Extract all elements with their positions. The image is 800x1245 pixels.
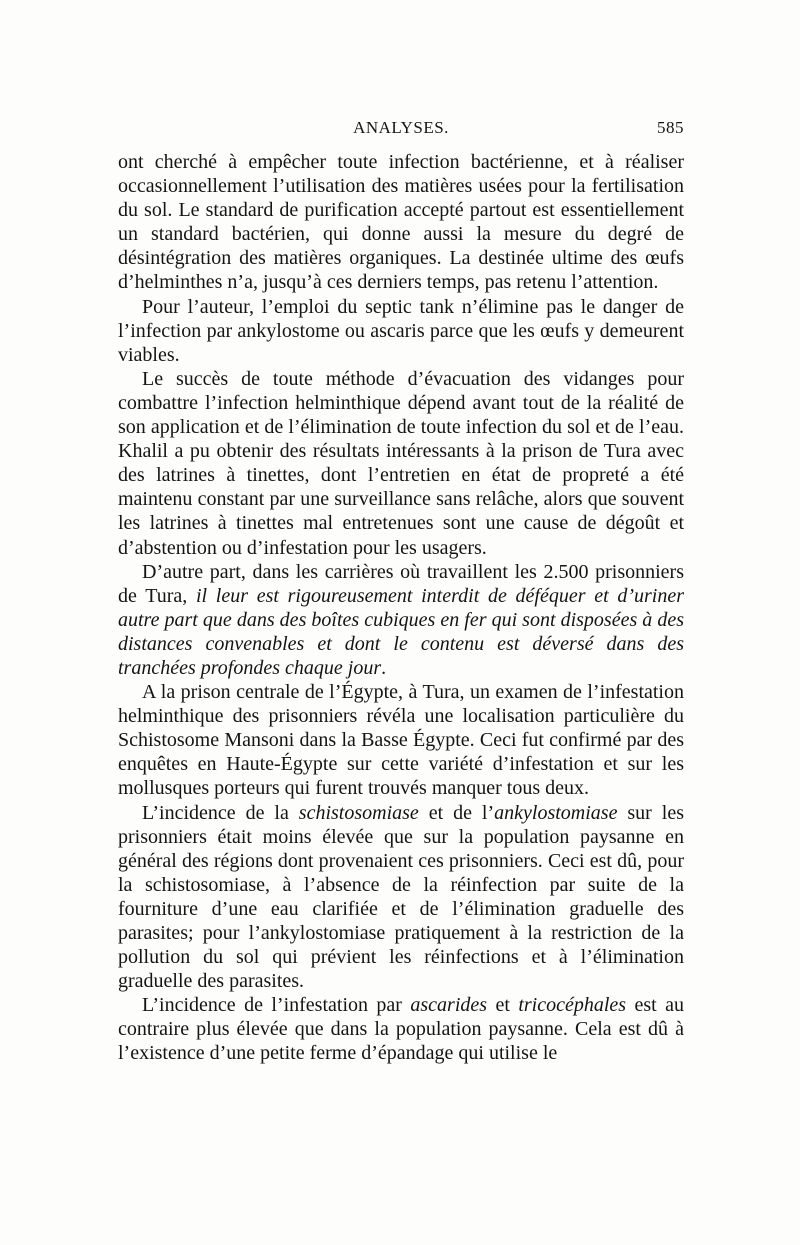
paragraph-6 <box>118 801 684 994</box>
paragraph-6-italic-schistosomiase: schistosomiase <box>298 801 419 824</box>
paragraph-4 <box>118 560 684 680</box>
paragraph-3-text: Le succès de toute méthode d’évacuation des vidanges pour combattre l’infection helminthique dépend avant tout de la réalité de son application et de l’élimination de toute infection du sol et de l’eau. Khalil a pu obtenir des résultats intéressants à la prison de Tura avec des latrines à tinettes, dont l’entretien en état de propreté a été maintenu constant par une surveillance sans relâche, alors que souvent les latrines à tinettes mal entretenues sont une cause de dégoût et d’abstention ou d’infestation pour les usagers. <box>118 367 684 559</box>
paragraph-2 <box>118 295 684 367</box>
paragraph-6-text-before: L’incidence de la <box>142 801 299 824</box>
paragraph-4-text-after: . <box>381 656 387 679</box>
paragraph-7-text-before: L’incidence de l’infestation par <box>142 994 411 1017</box>
paragraph-4-italic: il leur est rigoureusement interdit de déféquer et d’uriner autre part que dans des boîtes cubiques en fer qui sont disposées à des distances convenables et dont le contenu est déversé dans des tranchées profondes chaque jour <box>118 584 684 679</box>
paragraph-7-italic-ascarides: ascarides <box>410 994 488 1017</box>
paragraph-3 <box>118 367 684 560</box>
page-header <box>118 118 684 142</box>
running-head: ANALYSES. <box>353 118 449 137</box>
paragraph-6-text-after: sur les prisonniers était moins élevée que sur la population paysanne en général des régions dont provenaient ces prisonniers. Ceci est dû, pour la schistosomiase, à l’absence de la réinfection par suite de la fourniture d’une eau clarifiée et de l’élimination graduelle des parasites; pour l’ankylostomiase pratiquement à la restriction de la pollution du sol qui prévient les réinfections et à l’élimination graduelle des parasites. <box>118 801 684 993</box>
paragraph-7-text-mid: et <box>487 994 519 1017</box>
paragraph-5 <box>118 680 684 800</box>
page-number: 585 <box>657 118 684 137</box>
paragraph-7-text-after: est au contraire plus élevée que dans la population paysanne. Cela est dû à l’existence d’une petite ferme d’épandage qui utilise le <box>118 994 685 1065</box>
paragraph-4-text-before: D’autre part, dans les carrières où travaillent les 2.500 prisonniers de Tura, <box>118 560 684 607</box>
paragraph-1 <box>118 150 684 295</box>
paragraph-6-text-mid: et de l’ <box>418 801 495 824</box>
paragraph-1-text: ont cherché à empêcher toute infection bactérienne, et à réaliser occasionnellement l’utilisation des matières usées pour la fertilisation du sol. Le standard de purification accepté partout est essentiellement un standard bactérien, qui donne aussi la mesure du degré de désintégration des matières organiques. La destinée ultime des œufs d’helminthes n’a, jusqu’à ces derniers temps, pas retenu l’attention. <box>118 151 684 294</box>
paragraph-6-italic-ankylostomiase: ankylostomiase <box>494 801 618 824</box>
paragraph-7-italic-tricocephales: tricocéphales <box>518 994 627 1017</box>
paragraph-7 <box>118 993 684 1065</box>
paragraph-2-text: Pour l’auteur, l’emploi du septic tank n’élimine pas le danger de l’infection par ankylostome ou ascaris parce que les œufs y demeurent viables. <box>118 295 684 366</box>
paragraph-5-text: A la prison centrale de l’Égypte, à Tura, un examen de l’infestation helminthique des prisonniers révéla une localisation particulière du Schistosome Mansoni dans la Basse Égypte. Ceci fut confirmé par des enquêtes en Haute-Égypte sur cette variété d’infestation et sur les mollusques porteurs qui furent trouvés manquer tous deux. <box>118 681 684 800</box>
body-text <box>118 150 684 1066</box>
